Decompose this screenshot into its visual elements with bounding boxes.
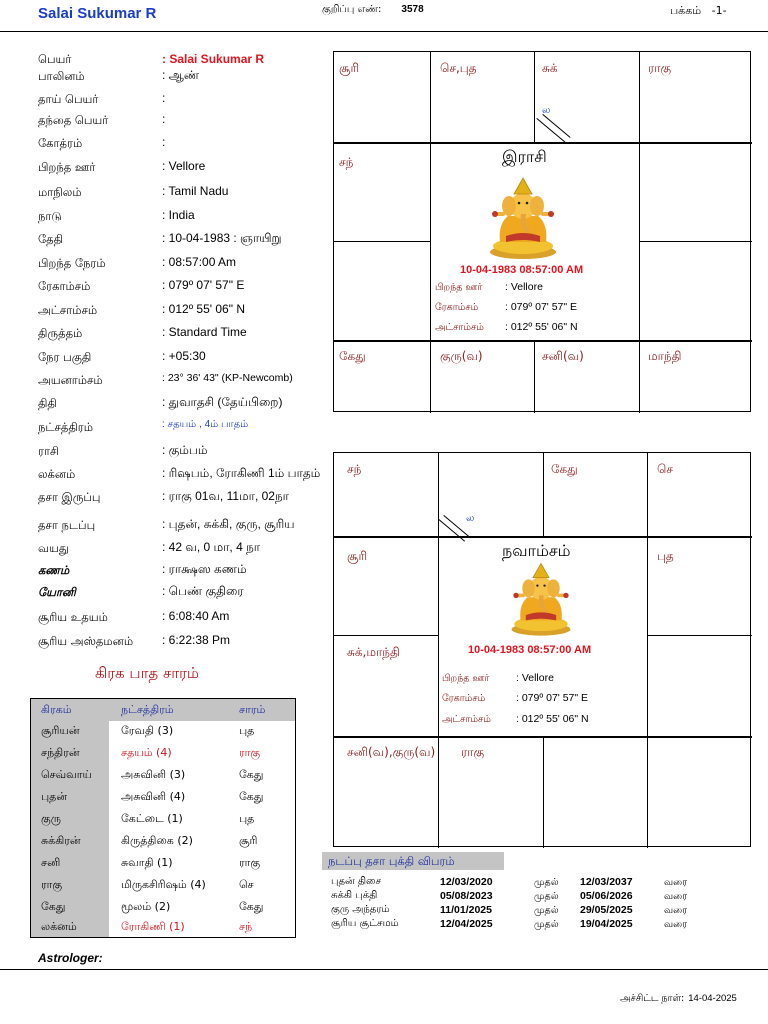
- detail-value: : புதன், சுக்கி, குரு, சூரிய: [162, 517, 295, 531]
- page-number: பக்கம் -1-: [670, 4, 727, 17]
- detail-value: :: [162, 91, 166, 105]
- detail-label: பிறந்த நேரம்: [38, 256, 106, 270]
- detail-label: தந்தை பெயர்: [38, 113, 109, 127]
- detail-label: பெயர்: [38, 52, 72, 66]
- lagna-marker: ல: [466, 513, 475, 524]
- detail-value: : ஆண்: [162, 68, 200, 82]
- header-divider: [0, 31, 768, 32]
- grid-line: [334, 241, 431, 242]
- house-content: சந்: [339, 155, 354, 169]
- lagna-marker: ல: [542, 105, 551, 116]
- house-content: கேது: [339, 349, 366, 363]
- column-header: கிரகம்: [41, 703, 72, 716]
- grid-line: [334, 635, 439, 636]
- detail-value: :: [162, 135, 166, 149]
- rasi-chart-title: இராசி: [502, 147, 547, 166]
- printed-date: அச்சிட்ட நாள்: 14-04-2025: [620, 993, 737, 1004]
- grid-line: [647, 453, 648, 537]
- detail-value: : ரிஷபம், ரோகிணி 1ம் பாதம்: [162, 466, 321, 480]
- info-value: : 079º 07' 57" E: [516, 692, 589, 704]
- detail-value: : Salai Sukumar R: [162, 52, 265, 66]
- info-value: : 012º 55' 06" N: [516, 713, 589, 725]
- grid-line: [639, 341, 640, 413]
- ganesha-icon: [486, 176, 560, 260]
- detail-label: யோனி: [38, 585, 76, 599]
- detail-label: பிறந்த ஊர்: [38, 160, 96, 174]
- house-content: மாந்தி: [648, 349, 682, 363]
- rasi-chart: [333, 51, 751, 412]
- grid-line: [647, 737, 648, 848]
- house-content: ராகு: [648, 61, 672, 75]
- detail-label: தேதி: [38, 232, 64, 246]
- detail-value: : 42 வ, 0 மா, 4 நா: [162, 540, 261, 554]
- house-content: செ: [657, 462, 673, 476]
- house-content: செ,புத: [440, 61, 477, 75]
- detail-value: : ராகு 01வ, 11மா, 02நா: [162, 489, 289, 503]
- grid-line: [534, 341, 535, 413]
- detail-value: : கும்பம்: [162, 443, 208, 457]
- house-content: சூரி: [347, 549, 368, 563]
- detail-value: : 012º 55' 06" N: [162, 302, 245, 316]
- detail-label: திருத்தம்: [38, 326, 83, 340]
- detail-label: அட்சாம்சம்: [38, 303, 98, 317]
- grid-line: [334, 340, 752, 342]
- house-content: புத: [657, 549, 674, 563]
- detail-label: மாநிலம்: [38, 185, 82, 199]
- grid-line: [647, 635, 752, 636]
- detail-label: திதி: [38, 396, 57, 410]
- detail-label: தசா இருப்பு: [38, 490, 101, 504]
- grid-line: [639, 241, 752, 242]
- grid-line: [430, 341, 431, 413]
- grid-line: [438, 453, 439, 537]
- grid-line: [438, 737, 439, 848]
- detail-value: : Tamil Nadu: [162, 184, 229, 198]
- ganesha-icon: [508, 561, 574, 637]
- detail-label: சூரிய உதயம்: [38, 610, 108, 624]
- detail-label: ரேகாம்சம்: [38, 279, 91, 293]
- detail-value: : Standard Time: [162, 325, 247, 339]
- detail-label: ராசி: [38, 444, 59, 458]
- grid-line: [647, 537, 648, 737]
- detail-label: லக்னம்: [38, 467, 76, 481]
- house-content: சுக்: [542, 61, 558, 75]
- house-content: சந்: [347, 462, 362, 476]
- house-content: குரு(வ): [440, 349, 483, 363]
- reference-number: குறிப்பு எண்: 3578: [322, 4, 424, 15]
- house-content: கேது: [551, 462, 578, 476]
- detail-label: தசா நடப்பு: [38, 518, 96, 532]
- detail-label: நாடு: [38, 209, 62, 223]
- detail-value: : India: [162, 208, 195, 222]
- detail-label: நேர பகுதி: [38, 350, 92, 364]
- house-content: சுக்,மாந்தி: [347, 645, 400, 659]
- grid-line: [534, 52, 535, 142]
- detail-value: : பெண் குதிரை: [162, 584, 244, 598]
- grid-line: [639, 142, 640, 341]
- detail-label: பாலினம்: [38, 69, 85, 83]
- info-value: : Vellore: [505, 281, 543, 293]
- detail-label: நட்சத்திரம்: [38, 420, 94, 434]
- navamsa-chart: [333, 452, 751, 847]
- detail-value: : +05:30: [162, 349, 206, 363]
- grid-line: [334, 536, 752, 538]
- horoscope-owner-name: Salai Sukumar R: [38, 5, 157, 22]
- grid-line: [334, 142, 752, 144]
- house-content: சூரி: [339, 61, 360, 75]
- detail-value: : 23° 36' 43" (KP-Newcomb): [162, 372, 293, 384]
- house-content: சனி(வ): [542, 349, 584, 363]
- info-label: அட்சாம்சம்: [435, 322, 484, 333]
- grid-line: [543, 737, 544, 848]
- info-label: பிறந்த ஊர்: [442, 673, 490, 684]
- detail-value: : 079º 07' 57" E: [162, 278, 245, 292]
- detail-value: : சதயம் , 4ம் பாதம்: [162, 419, 249, 430]
- astrologer-label: Astrologer:: [38, 951, 103, 965]
- detail-value: : 6:08:40 Am: [162, 609, 230, 623]
- grid-line: [639, 52, 640, 142]
- detail-value: : Vellore: [162, 159, 206, 173]
- grid-line: [430, 142, 431, 341]
- detail-value: :: [162, 112, 166, 126]
- grid-line: [430, 52, 431, 142]
- detail-label: வயது: [38, 541, 69, 555]
- detail-label: கணம்: [38, 563, 70, 577]
- info-value: : Vellore: [516, 672, 554, 684]
- detail-value: : ராக்ஷஸ கணம்: [162, 562, 247, 576]
- detail-label: கோத்ரம்: [38, 136, 83, 150]
- grid-line: [543, 453, 544, 537]
- rasi-birth-datetime: 10-04-1983 08:57:00 AM: [460, 264, 584, 276]
- house-content: சனி(வ),குரு(வ): [347, 745, 436, 759]
- column-header: சாரம்: [239, 703, 266, 716]
- grid-line: [438, 537, 439, 737]
- planet-section-title: கிரக பாத சாரம்: [95, 664, 199, 682]
- detail-value: : 08:57:00 Am: [162, 255, 237, 269]
- info-value: : 079º 07' 57" E: [505, 301, 578, 313]
- detail-value: : துவாதசி (தேய்பிறை): [162, 395, 283, 409]
- footer-divider: [0, 969, 768, 970]
- planet-table: கிரகம் நட்சத்திரம் சாரம் சூரியன் ரேவதி (3) புத சந்திரன் சதயம் (4) ராகு செவ்வாய் அசுவினி (3) கேது புதன் அசுவினி (4) கேது குரு கேட்டை (1) புத சுக்கிரன் கிருத்திகை (2) சூரி சனி சுவாதி (1) ராகு ராகு மிருகசிரிஷம் (4) செ கேது மூலம் (2) கேது லக்னம் ரோகிணி (1) சந்: [30, 698, 296, 938]
- navamsa-chart-title: நவாம்சம்: [502, 541, 571, 560]
- detail-label: சூரிய அஸ்தமனம்: [38, 634, 134, 648]
- detail-label: அயனாம்சம்: [38, 373, 103, 387]
- info-label: அட்சாம்சம்: [442, 714, 491, 725]
- planet-table-header: [31, 699, 295, 721]
- detail-value: : 6:22:38 Pm: [162, 633, 231, 647]
- house-content: ராகு: [461, 745, 485, 759]
- navamsa-birth-datetime: 10-04-1983 08:57:00 AM: [468, 644, 592, 656]
- info-label: ரேகாம்சம்: [442, 693, 486, 704]
- dasa-section-title: நடப்பு தசா புக்தி விபரம்: [322, 852, 504, 870]
- detail-label: தாய் பெயர்: [38, 92, 99, 106]
- info-value: : 012º 55' 06" N: [505, 321, 578, 333]
- info-label: ரேகாம்சம்: [435, 302, 479, 313]
- column-header: நட்சத்திரம்: [121, 703, 174, 716]
- info-label: பிறந்த ஊர்: [435, 282, 483, 293]
- detail-value: : 10-04-1983 : ஞாயிறு: [162, 231, 282, 245]
